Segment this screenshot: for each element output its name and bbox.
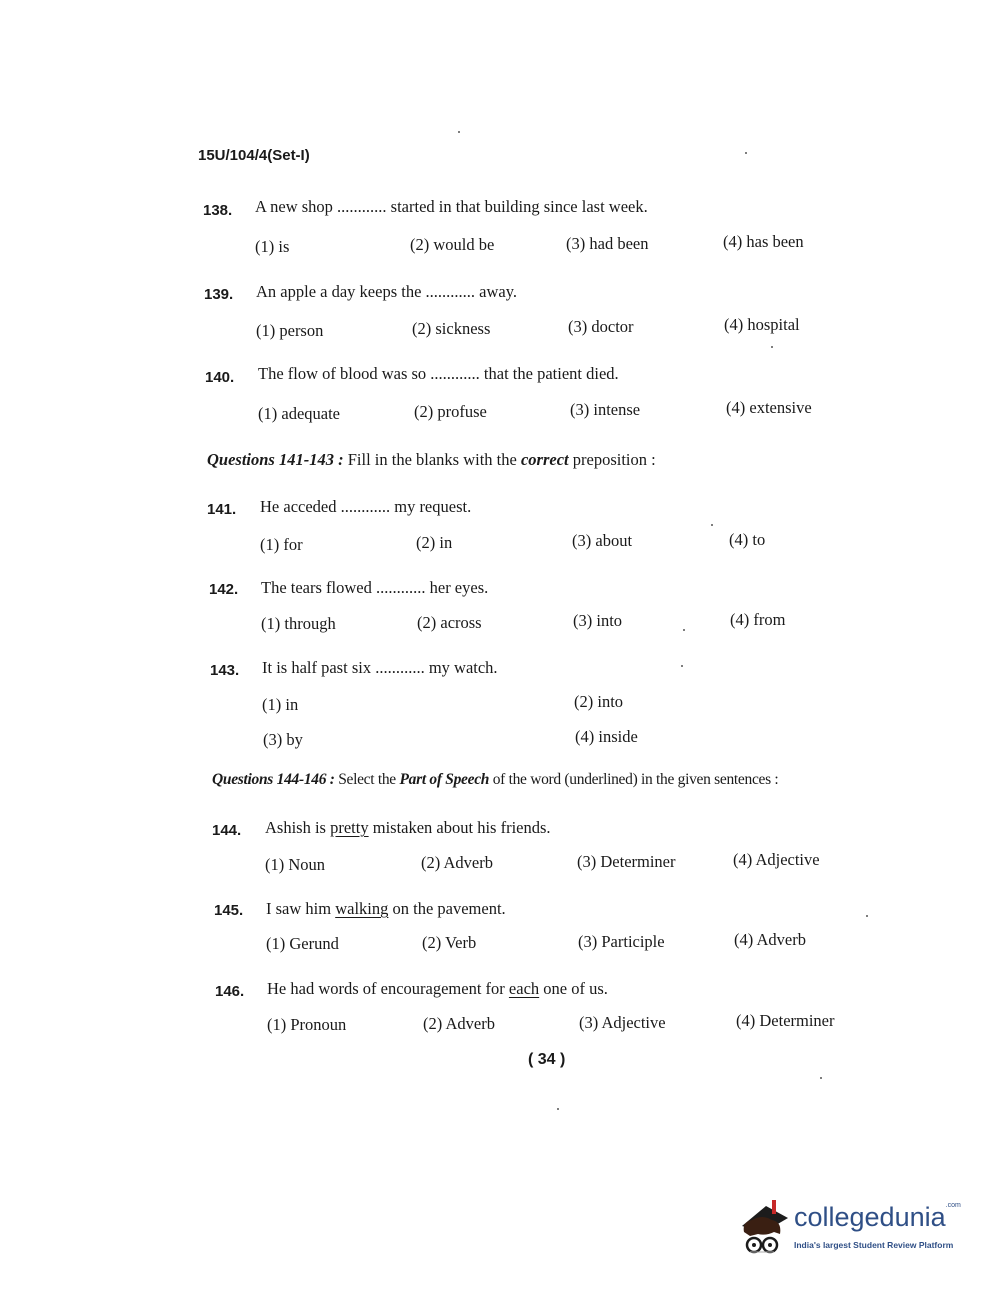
option-3[interactable]: (3) about	[572, 531, 633, 550]
instruction-text: Fill in the blanks with the	[343, 450, 521, 469]
question-text-pre: I saw him	[266, 899, 336, 918]
option-2[interactable]: (2) Verb	[422, 933, 477, 952]
question-text-post: mistaken about his friends.	[368, 818, 551, 837]
option-3[interactable]: (3) doctor	[568, 317, 634, 336]
option-1[interactable]: (1) through	[261, 614, 336, 633]
question-text	[265, 818, 551, 838]
paper-code: 15U/104/4(Set-I)	[198, 147, 310, 164]
scan-speck	[745, 152, 747, 154]
option-3[interactable]: (3) Adjective	[579, 1013, 666, 1032]
mascot-icon	[736, 1196, 792, 1262]
question-number: 143.	[210, 662, 240, 679]
instruction-label: Questions 144-146 :	[212, 771, 335, 788]
question-number: 142.	[209, 581, 239, 598]
scan-speck	[683, 629, 685, 631]
option-2[interactable]: (2) in	[416, 533, 453, 552]
page-number: ( 34 )	[528, 1051, 566, 1068]
option-1[interactable]: (1) adequate	[258, 404, 340, 423]
instruction-text: Select the	[334, 771, 400, 788]
option-4[interactable]: (4) Adverb	[734, 930, 806, 949]
underlined-word: pretty	[330, 818, 369, 837]
option-2[interactable]: (2) across	[417, 613, 482, 632]
instruction-144-146	[212, 771, 778, 789]
option-3[interactable]: (3) had been	[566, 234, 649, 253]
option-1[interactable]: (1) Pronoun	[267, 1015, 347, 1034]
scan-speck	[820, 1077, 822, 1079]
scan-speck	[771, 346, 773, 348]
instruction-label: Questions 141-143 :	[207, 450, 344, 469]
option-3[interactable]: (3) into	[573, 611, 623, 630]
question-number: 139.	[204, 286, 234, 303]
question-text: He acceded ............ my request.	[260, 497, 472, 516]
instruction-text: preposition :	[568, 450, 656, 469]
question-number: 145.	[214, 902, 244, 919]
option-4[interactable]: (4) inside	[575, 727, 638, 746]
option-2[interactable]: (2) Adverb	[421, 853, 493, 872]
option-2[interactable]: (2) profuse	[414, 402, 487, 421]
option-3[interactable]: (3) by	[263, 730, 303, 749]
option-4[interactable]: (4) Adjective	[733, 850, 820, 869]
option-1[interactable]: (1) for	[260, 535, 303, 554]
option-1[interactable]: (1) Gerund	[266, 934, 339, 953]
scan-speck	[458, 131, 460, 133]
question-text	[266, 899, 506, 919]
question-number: 141.	[207, 501, 237, 518]
option-2[interactable]: (2) Adverb	[423, 1014, 495, 1033]
option-2[interactable]: (2) into	[574, 692, 624, 711]
option-4[interactable]: (4) has been	[723, 232, 804, 251]
question-text: It is half past six ............ my watch.	[262, 658, 498, 677]
logo-tagline: India's largest Student Review Platform	[794, 1240, 954, 1250]
option-1[interactable]: (1) is	[255, 237, 290, 256]
option-2[interactable]: (2) would be	[410, 235, 495, 254]
question-text: A new shop ............ started in that building since last week.	[255, 197, 648, 216]
collegedunia-logo	[736, 1196, 966, 1266]
option-2[interactable]: (2) sickness	[412, 319, 491, 338]
option-1[interactable]: (1) Noun	[265, 855, 326, 874]
instruction-text: of the word (underlined) in the given sentences :	[489, 771, 779, 788]
question-text	[267, 979, 608, 999]
logo-suffix: .com	[945, 1202, 961, 1209]
option-3[interactable]: (3) Determiner	[577, 852, 676, 871]
question-text: An apple a day keeps the ............ away.	[256, 282, 518, 301]
question-text-pre: Ashish is	[265, 818, 331, 837]
question-number: 140.	[205, 369, 235, 386]
option-4[interactable]: (4) Determiner	[736, 1011, 835, 1030]
option-4[interactable]: (4) hospital	[724, 315, 800, 334]
question-text-pre: He had words of encouragement for	[267, 979, 509, 998]
scan-speck	[681, 665, 683, 667]
option-3[interactable]: (3) intense	[570, 400, 641, 419]
instruction-emphasis: Part of Speech	[399, 771, 490, 788]
option-4[interactable]: (4) to	[729, 530, 766, 549]
instruction-141-143	[207, 450, 656, 470]
logo-wordmark	[794, 1202, 961, 1233]
option-4[interactable]: (4) extensive	[726, 398, 812, 417]
question-text-post: on the pavement.	[388, 899, 506, 918]
underlined-word: each	[508, 979, 540, 998]
scan-speck	[711, 524, 713, 526]
logo-name: collegedunia	[794, 1202, 946, 1232]
option-4[interactable]: (4) from	[730, 610, 786, 629]
option-3[interactable]: (3) Participle	[578, 932, 665, 951]
option-1[interactable]: (1) person	[256, 321, 324, 340]
question-number: 144.	[212, 822, 242, 839]
question-text: The flow of blood was so ............ that the patient died.	[258, 364, 619, 383]
question-number: 138.	[203, 202, 233, 219]
option-1[interactable]: (1) in	[262, 695, 299, 714]
underlined-word: walking	[335, 899, 389, 918]
scan-speck	[557, 1108, 559, 1110]
question-text: The tears flowed ............ her eyes.	[261, 578, 489, 597]
instruction-emphasis: correct	[520, 450, 569, 469]
question-text-post: one of us.	[539, 979, 608, 998]
question-number: 146.	[215, 983, 245, 1000]
scan-speck	[866, 915, 868, 917]
